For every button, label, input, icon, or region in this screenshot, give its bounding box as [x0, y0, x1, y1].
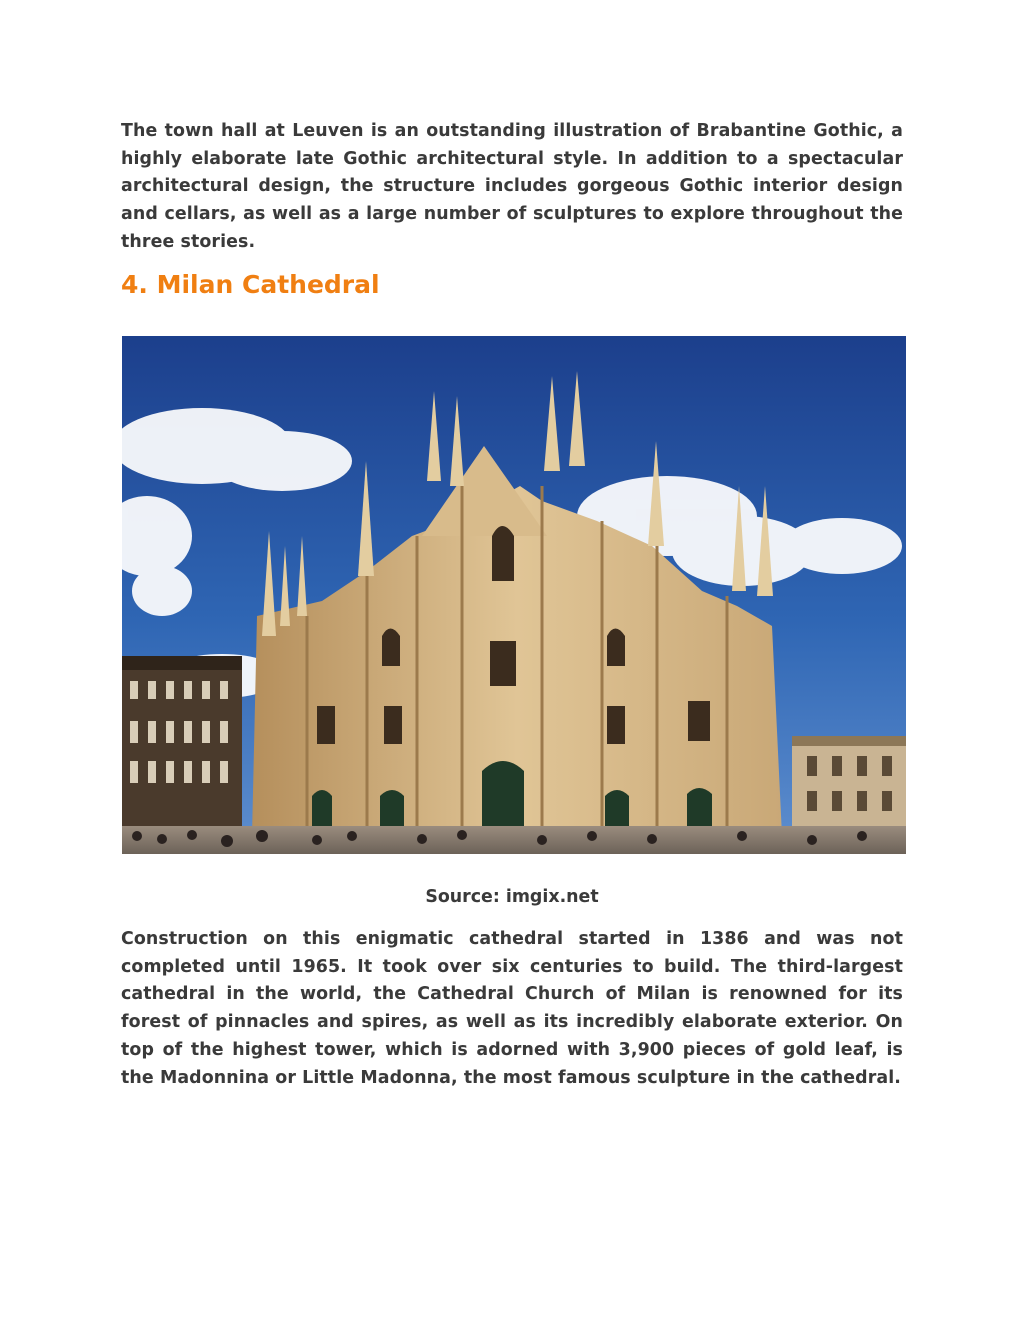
body-paragraph: Construction on this enigmatic cathedral started in 1386 and was not completed until 1965. It took over six centuries to build. The third-largest cathedral in the world, the Cathedral Church of Milan is renowned for its forest of pinnacles and spires, as well as its incredibly elaborate exterior. On top of the highest tower, which is adorned with 3,900 pieces of gold leaf, is the Madonnina or Little Madonna, the most famous sculpture in the cathedral. [121, 929, 903, 1088]
intro-paragraph: The town hall at Leuven is an outstanding illustration of Brabantine Gothic, a highly elaborate late Gothic architectural style. In addition to a spectacular architectural design, the structure includes gorgeous Gothic interior design and cellars, as well as a large number of sculptures to explore throughout the three stories. [121, 121, 903, 252]
right-building [792, 736, 906, 831]
image-caption: Source: imgix.net [425, 887, 599, 907]
section-heading: 4. Milan Cathedral [121, 270, 380, 299]
left-building [122, 656, 242, 826]
plaza [122, 826, 906, 854]
milan-cathedral-photo [122, 336, 906, 854]
